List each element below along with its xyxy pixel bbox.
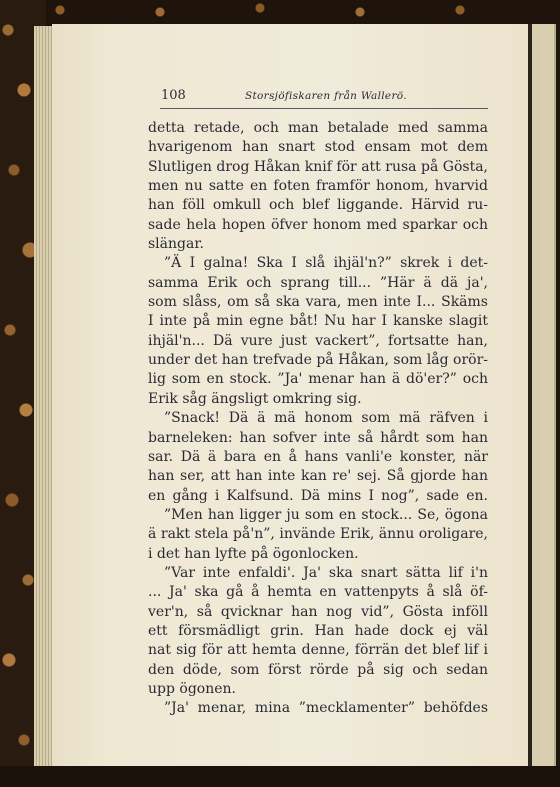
text-line: Erik såg ängsligt omkring sig. xyxy=(148,390,362,407)
text-line: barneleken: han sofver inte så hårdt som han xyxy=(148,429,488,446)
text-line: ”Snack! Dä ä mä honom som mä räfven i xyxy=(164,410,488,427)
text-line: han föll omkull och blef liggande. Härvid ru- xyxy=(148,197,488,214)
text-line: som slåss, om så ska vara, men inte I... Skäms xyxy=(148,294,488,311)
text-line: ... Ja' ska gå å hemta en vattenpyts å slå öf- xyxy=(148,584,488,601)
text-line: nat sig för att hemta denne, förrän det blef lif i xyxy=(148,642,488,659)
text-line: han ser, att han inte kan re' sej. Så gjorde han xyxy=(148,468,488,485)
text-line: ver'n, så qvicknar han nog vid”, Gösta inföll xyxy=(148,603,488,620)
book-bottom-edge xyxy=(0,766,560,787)
text-line: ”Var inte enfaldi'. Ja' ska snart sätta lif i'n xyxy=(164,564,488,581)
text-line: sar. Dä ä bara en å hans vanli'e konster, när xyxy=(148,448,488,465)
text-line: ihjäl'n... Dä vure just vackert”, fortsatte han, xyxy=(148,332,488,349)
text-line: Slutligen drog Håkan knif för att rusa på Gösta, xyxy=(148,158,488,175)
text-line: under det han trefvade på Håkan, som låg orör- xyxy=(148,352,488,369)
body-text xyxy=(148,119,488,719)
text-line: slängar. xyxy=(148,236,204,253)
page-header xyxy=(145,88,485,110)
text-line: en gång i Kalfsund. Dä mins I nog”, sade en. xyxy=(148,487,488,504)
text-line: sade hela hopen öfver honom med sparkar och xyxy=(148,216,488,233)
text-line: samma Erik och sprang till... ”Här ä dä ja', xyxy=(148,274,488,291)
text-line: detta retade, och man betalade med samma xyxy=(148,120,488,136)
text-line: lig som en stock. ”Ja' menar han ä dö'er?” och xyxy=(148,371,488,388)
text-line: hvarigenom han snart stod ensam mot dem xyxy=(148,139,488,156)
text-line: ”Ja' menar, mina ”mecklamenter” behöfdes xyxy=(164,700,488,717)
text-line: ett försmädligt grin. Han hade dock ej väl xyxy=(148,622,488,639)
book-top-edge xyxy=(0,0,560,24)
right-page-edge xyxy=(528,24,560,766)
text-line: den döde, som först rörde på sig och sedan xyxy=(148,661,488,678)
text-line: I inte på min egne båt! Nu har I kanske slagit xyxy=(148,313,488,330)
text-line: upp ögonen. xyxy=(148,680,236,697)
page-number: 108 xyxy=(161,88,186,103)
text-line: ”Ä I galna! Ska I slå ihjäl'n?” skrek i det- xyxy=(164,255,488,272)
text-line: i det han lyfte på ögonlocken. xyxy=(148,545,359,562)
header-rule xyxy=(160,108,488,109)
text-line: men nu satte en foten framför honom, hvarvid xyxy=(148,178,488,195)
text-line: ”Men han ligger ju som en stock... Se, ögona xyxy=(164,506,488,523)
text-line: ä rakt stela på'n”, invände Erik, ännu oroligare, xyxy=(148,526,488,543)
running-head: Storsjöfiskaren från Wallerö. xyxy=(245,90,407,102)
